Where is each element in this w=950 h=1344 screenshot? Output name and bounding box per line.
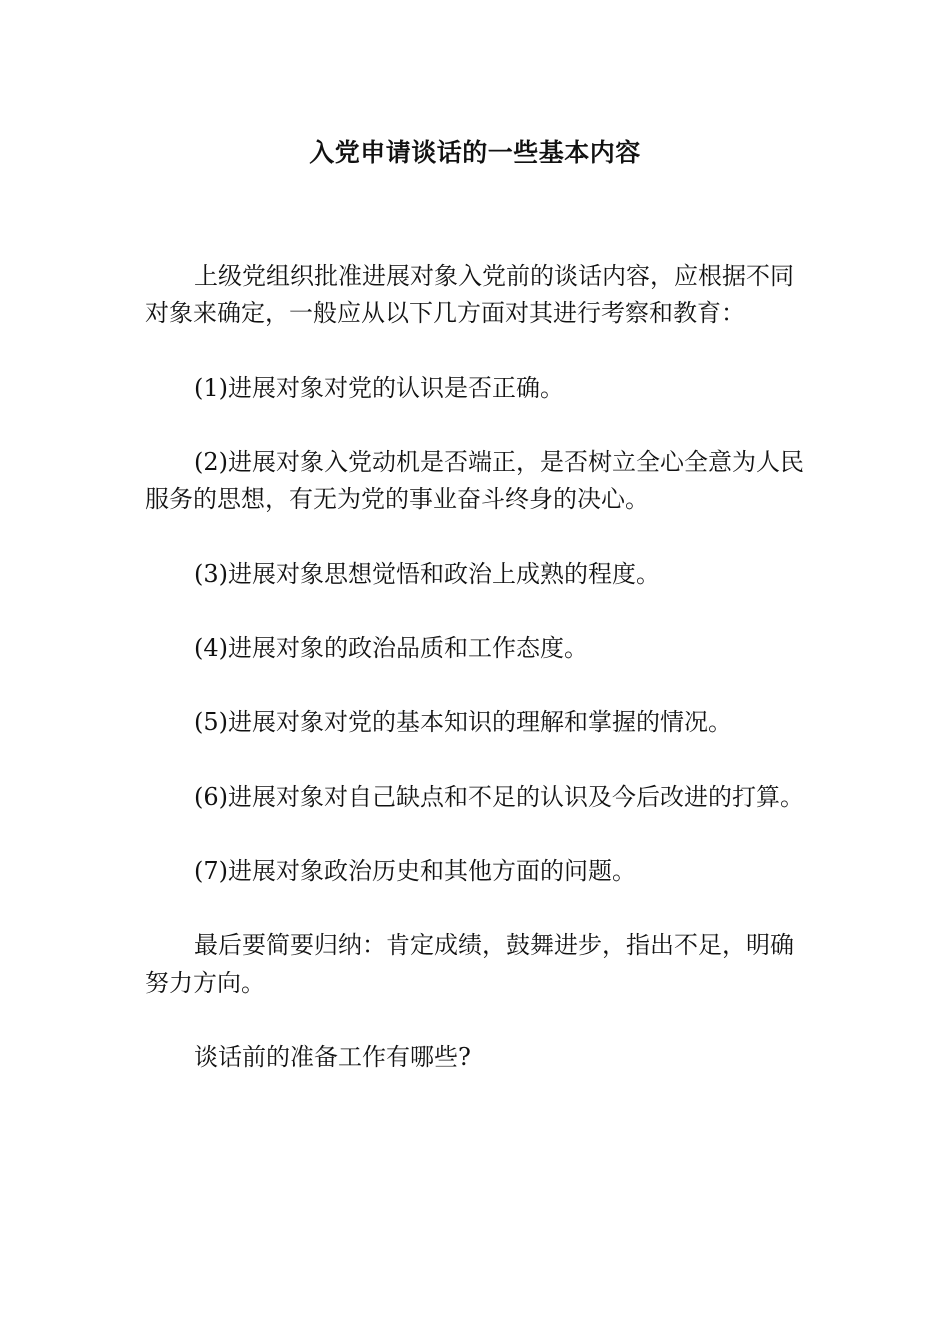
paragraph-line: (5)进展对象对党的基本知识的理解和掌握的情况。 [194,708,732,737]
paragraph-item-1 [145,370,807,407]
paragraph-line: 努力方向。 [145,968,265,997]
paragraph-line: (6)进展对象对自己缺点和不足的认识及今后改进的打算。 [194,782,804,811]
paragraph-line: 服务的思想，有无为党的事业奋斗终身的决心。 [145,485,649,514]
paragraph-line: (1)进展对象对党的认识是否正确。 [194,373,564,402]
paragraph-line: (7)进展对象政治历史和其他方面的问题。 [194,857,636,885]
paragraph-item-6 [145,779,807,816]
paragraph-intro [145,258,807,332]
paragraph-item-4 [145,630,807,667]
paragraph-line: (4)进展对象的政治品质和工作态度。 [194,633,588,662]
paragraph-line: 最后要简要归纳：肯定成绩，鼓舞进步，指出不足，明确 [194,931,794,960]
paragraph-item-5 [145,704,807,741]
paragraph-item-3 [145,556,807,593]
paragraph-line: (3)进展对象思想觉悟和政治上成熟的程度。 [194,559,660,588]
paragraph-item-7 [145,853,807,890]
paragraph-question [145,1039,807,1076]
document-body [145,258,807,1076]
paragraph-item-2 [145,444,807,518]
paragraph-line: 上级党组织批准进展对象入党前的谈话内容，应根据不同 [194,262,794,290]
paragraph-summary [145,927,807,1001]
document-title: 入党申请谈话的一些基本内容 [309,138,641,167]
paragraph-line: 对象来确定，一般应从以下几方面对其进行考察和教育： [145,299,745,328]
paragraph-line: (2)进展对象入党动机是否端正，是否树立全心全意为人民 [194,447,804,476]
paragraph-line: 谈话前的准备工作有哪些? [194,1042,471,1071]
